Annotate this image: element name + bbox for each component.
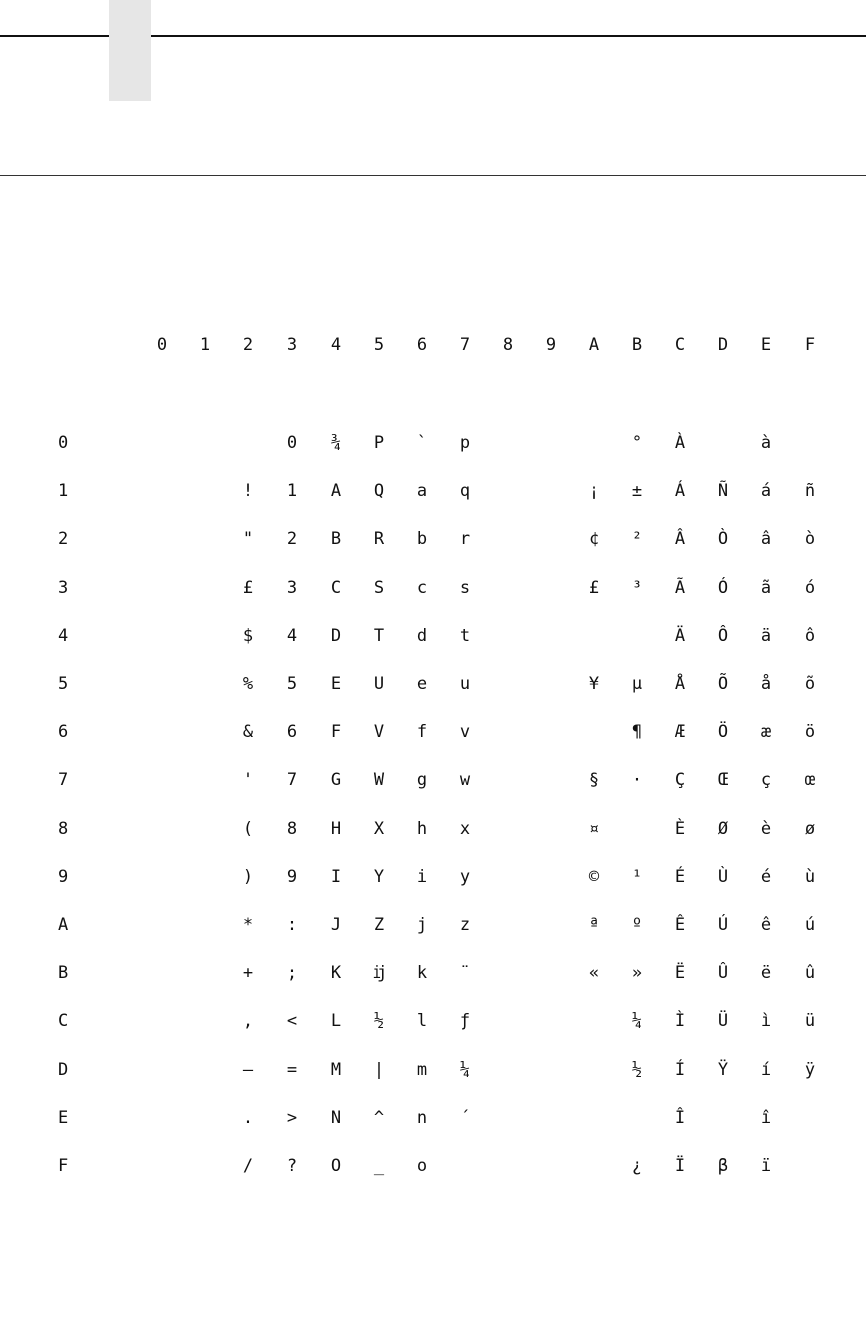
table-cell: Ä xyxy=(674,626,686,646)
table-cell: . xyxy=(242,1108,254,1128)
table-cell: m xyxy=(416,1060,428,1080)
table-cell: u xyxy=(459,674,471,694)
table-cell: ± xyxy=(631,481,643,501)
table-cell: 5 xyxy=(286,674,298,694)
table-cell: Y xyxy=(373,867,385,887)
table-cell: ¼ xyxy=(631,1011,643,1031)
table-cell: ^ xyxy=(373,1108,385,1128)
table-cell: Æ xyxy=(674,722,686,742)
table-cell: < xyxy=(286,1011,298,1031)
column-header: D xyxy=(717,335,729,355)
row-header: 7 xyxy=(58,770,69,790)
table-cell: P xyxy=(373,433,385,453)
column-header: 4 xyxy=(330,335,342,355)
table-cell: q xyxy=(459,481,471,501)
row-header: 0 xyxy=(58,433,69,453)
column-header: 7 xyxy=(459,335,471,355)
table-cell: i xyxy=(416,867,428,887)
table-cell: ï xyxy=(760,1156,772,1176)
table-cell: ç xyxy=(760,770,772,790)
table-cell: ĳ xyxy=(373,963,385,983)
table-cell: x xyxy=(459,819,471,839)
table-cell: ø xyxy=(804,819,816,839)
column-header: 1 xyxy=(199,335,211,355)
table-cell: Œ xyxy=(717,770,729,790)
column-header: E xyxy=(760,335,772,355)
table-cell: ) xyxy=(242,867,254,887)
table-cell: ¤ xyxy=(588,819,600,839)
table-cell: ´ xyxy=(459,1108,471,1128)
table-cell: S xyxy=(373,578,385,598)
table-cell: ê xyxy=(760,915,772,935)
table-cell: + xyxy=(242,963,254,983)
table-cell: 0 xyxy=(286,433,298,453)
row-header: 2 xyxy=(58,529,69,549)
table-cell: û xyxy=(804,963,816,983)
table-cell: y xyxy=(459,867,471,887)
table-cell: F xyxy=(330,722,342,742)
row-header: A xyxy=(58,915,69,935)
table-cell: 1 xyxy=(286,481,298,501)
column-header: 3 xyxy=(286,335,298,355)
table-cell: _ xyxy=(373,1156,385,1176)
row-header: 4 xyxy=(58,626,69,646)
table-cell: b xyxy=(416,529,428,549)
table-cell: 7 xyxy=(286,770,298,790)
table-cell: w xyxy=(459,770,471,790)
row-header: 3 xyxy=(58,578,69,598)
table-cell: Û xyxy=(717,963,729,983)
table-cell: t xyxy=(459,626,471,646)
table-cell: « xyxy=(588,963,600,983)
table-cell: Â xyxy=(674,529,686,549)
table-cell: Ç xyxy=(674,770,686,790)
column-header: F xyxy=(804,335,816,355)
table-cell: % xyxy=(242,674,254,694)
table-cell: è xyxy=(760,819,772,839)
table-cell: ` xyxy=(416,433,428,453)
table-cell: : xyxy=(286,915,298,935)
table-cell: à xyxy=(760,433,772,453)
table-cell: Ì xyxy=(674,1011,686,1031)
table-cell: A xyxy=(330,481,342,501)
table-cell: æ xyxy=(760,722,772,742)
header-rule xyxy=(0,175,866,176)
table-cell: È xyxy=(674,819,686,839)
table-cell: Ó xyxy=(717,578,729,598)
table-cell: Í xyxy=(674,1060,686,1080)
row-header: 8 xyxy=(58,819,69,839)
table-cell: R xyxy=(373,529,385,549)
column-header: 8 xyxy=(502,335,514,355)
table-cell: 8 xyxy=(286,819,298,839)
table-cell: 6 xyxy=(286,722,298,742)
table-cell: ¡ xyxy=(588,481,600,501)
table-cell: ½ xyxy=(373,1011,385,1031)
table-cell: Á xyxy=(674,481,686,501)
table-cell: · xyxy=(631,770,643,790)
table-cell: ¨ xyxy=(459,963,471,983)
row-header: 9 xyxy=(58,867,69,887)
table-cell: / xyxy=(242,1156,254,1176)
table-cell: á xyxy=(760,481,772,501)
table-cell: D xyxy=(330,626,342,646)
table-cell: ( xyxy=(242,819,254,839)
table-cell: É xyxy=(674,867,686,887)
table-cell: µ xyxy=(631,674,643,694)
table-cell: Å xyxy=(674,674,686,694)
table-cell: Ÿ xyxy=(717,1060,729,1080)
table-cell: ; xyxy=(286,963,298,983)
table-cell: ì xyxy=(760,1011,772,1031)
table-cell: C xyxy=(330,578,342,598)
table-cell: H xyxy=(330,819,342,839)
table-cell: £ xyxy=(242,578,254,598)
table-cell: – xyxy=(242,1060,254,1080)
table-cell: X xyxy=(373,819,385,839)
table-cell: z xyxy=(459,915,471,935)
table-cell: ó xyxy=(804,578,816,598)
table-cell: N xyxy=(330,1108,342,1128)
table-cell: À xyxy=(674,433,686,453)
table-cell: £ xyxy=(588,578,600,598)
table-cell: ô xyxy=(804,626,816,646)
table-cell: | xyxy=(373,1060,385,1080)
table-cell: Ë xyxy=(674,963,686,983)
table-cell: ñ xyxy=(804,481,816,501)
row-header: F xyxy=(58,1156,69,1176)
table-cell: ö xyxy=(804,722,816,742)
table-cell: ä xyxy=(760,626,772,646)
table-cell: ü xyxy=(804,1011,816,1031)
table-cell: 4 xyxy=(286,626,298,646)
table-cell: & xyxy=(242,722,254,742)
table-cell: V xyxy=(373,722,385,742)
table-cell: » xyxy=(631,963,643,983)
table-cell: Ô xyxy=(717,626,729,646)
table-cell: ò xyxy=(804,529,816,549)
table-cell: Ù xyxy=(717,867,729,887)
column-header: 5 xyxy=(373,335,385,355)
table-cell: g xyxy=(416,770,428,790)
table-cell: â xyxy=(760,529,772,549)
table-cell: E xyxy=(330,674,342,694)
table-cell: , xyxy=(242,1011,254,1031)
table-cell: f xyxy=(416,722,428,742)
table-cell: 9 xyxy=(286,867,298,887)
row-header: 1 xyxy=(58,481,69,501)
table-cell: ƒ xyxy=(459,1011,471,1031)
table-cell: ½ xyxy=(631,1060,643,1080)
table-cell: r xyxy=(459,529,471,549)
table-cell: $ xyxy=(242,626,254,646)
column-header: C xyxy=(674,335,686,355)
table-cell: 2 xyxy=(286,529,298,549)
row-header: B xyxy=(58,963,69,983)
table-cell: Ã xyxy=(674,578,686,598)
table-cell: õ xyxy=(804,674,816,694)
table-cell: Ñ xyxy=(717,481,729,501)
table-cell: B xyxy=(330,529,342,549)
column-header: B xyxy=(631,335,643,355)
column-header: A xyxy=(588,335,600,355)
table-cell: v xyxy=(459,722,471,742)
table-cell: ¿ xyxy=(631,1156,643,1176)
table-cell: o xyxy=(416,1156,428,1176)
table-cell: d xyxy=(416,626,428,646)
table-cell: ° xyxy=(631,433,643,453)
table-cell: a xyxy=(416,481,428,501)
table-cell: G xyxy=(330,770,342,790)
table-cell: ë xyxy=(760,963,772,983)
table-cell: ÿ xyxy=(804,1060,816,1080)
table-cell: Î xyxy=(674,1108,686,1128)
table-cell: ú xyxy=(804,915,816,935)
table-cell: J xyxy=(330,915,342,935)
table-cell: ¥ xyxy=(588,674,600,694)
table-cell: I xyxy=(330,867,342,887)
table-cell: Ö xyxy=(717,722,729,742)
table-cell: ã xyxy=(760,578,772,598)
row-header: D xyxy=(58,1060,69,1080)
table-cell: n xyxy=(416,1108,428,1128)
table-cell: = xyxy=(286,1060,298,1080)
table-cell: Z xyxy=(373,915,385,935)
row-header: 6 xyxy=(58,722,69,742)
table-cell: j xyxy=(416,915,428,935)
table-cell: é xyxy=(760,867,772,887)
table-cell: l xyxy=(416,1011,428,1031)
chapter-tab-block xyxy=(109,0,151,101)
table-cell: Ï xyxy=(674,1156,686,1176)
table-cell: > xyxy=(286,1108,298,1128)
table-cell: β xyxy=(717,1156,729,1176)
column-header: 0 xyxy=(156,335,168,355)
table-cell: å xyxy=(760,674,772,694)
table-cell: e xyxy=(416,674,428,694)
row-header: E xyxy=(58,1108,69,1128)
table-cell: L xyxy=(330,1011,342,1031)
table-cell: W xyxy=(373,770,385,790)
column-header: 6 xyxy=(416,335,428,355)
table-cell: ¢ xyxy=(588,529,600,549)
table-cell: * xyxy=(242,915,254,935)
table-cell: ³ xyxy=(631,578,643,598)
table-cell: ù xyxy=(804,867,816,887)
table-cell: ª xyxy=(588,915,600,935)
column-header: 2 xyxy=(242,335,254,355)
table-cell: ¼ xyxy=(459,1060,471,1080)
table-cell: ¾ xyxy=(330,433,342,453)
table-cell: Ü xyxy=(717,1011,729,1031)
table-cell: ¶ xyxy=(631,722,643,742)
table-cell: h xyxy=(416,819,428,839)
table-cell: ! xyxy=(242,481,254,501)
table-cell: î xyxy=(760,1108,772,1128)
table-cell: k xyxy=(416,963,428,983)
table-cell: ¹ xyxy=(631,867,643,887)
table-cell: K xyxy=(330,963,342,983)
table-cell: ? xyxy=(286,1156,298,1176)
table-cell: © xyxy=(588,867,600,887)
row-header: C xyxy=(58,1011,69,1031)
table-cell: § xyxy=(588,770,600,790)
table-cell: O xyxy=(330,1156,342,1176)
row-header: 5 xyxy=(58,674,69,694)
table-cell: Ø xyxy=(717,819,729,839)
table-cell: Ê xyxy=(674,915,686,935)
table-cell: ² xyxy=(631,529,643,549)
table-cell: Q xyxy=(373,481,385,501)
table-cell: œ xyxy=(804,770,816,790)
table-cell: 3 xyxy=(286,578,298,598)
table-cell: U xyxy=(373,674,385,694)
table-cell: º xyxy=(631,915,643,935)
column-header: 9 xyxy=(545,335,557,355)
table-cell: c xyxy=(416,578,428,598)
table-cell: Ú xyxy=(717,915,729,935)
table-cell: " xyxy=(242,529,254,549)
table-cell: s xyxy=(459,578,471,598)
table-cell: M xyxy=(330,1060,342,1080)
table-cell: Õ xyxy=(717,674,729,694)
table-cell: í xyxy=(760,1060,772,1080)
table-cell: Ò xyxy=(717,529,729,549)
table-cell: p xyxy=(459,433,471,453)
table-cell: T xyxy=(373,626,385,646)
table-cell: ' xyxy=(242,770,254,790)
